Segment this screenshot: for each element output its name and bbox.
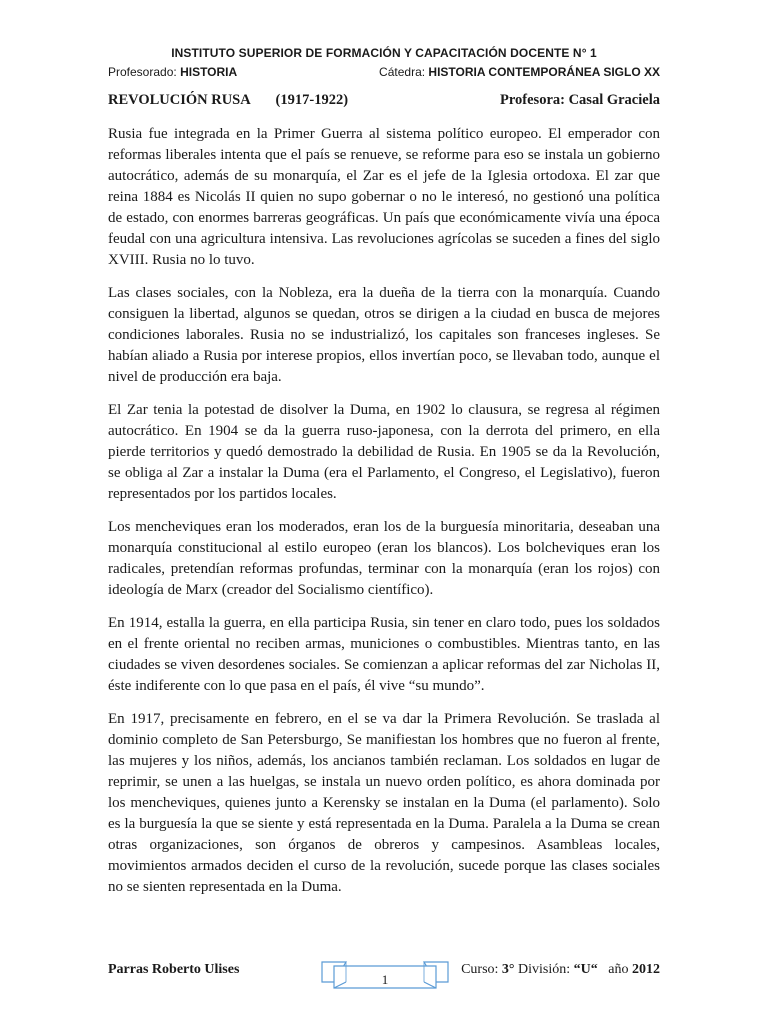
header-row	[108, 65, 660, 79]
profesorado	[108, 65, 237, 79]
curso-value: 3°	[501, 962, 515, 977]
document-title	[108, 92, 348, 109]
teacher-name: Profesora: Casal Graciela	[500, 92, 660, 108]
curso-label: Curso:	[461, 962, 499, 977]
division-label: División:	[518, 962, 571, 977]
footer-course	[461, 962, 660, 978]
paragraph: Los mencheviques eran los moderados, eran los de la burguesía minoritaria, deseaban una monarquía constitucional al estilo europeo (eran los blancos). Los bolcheviques eran los radicales, pretendían reformas profundas, terminar con la monarquía (eran los rojos) con ideología de Marx (creador del Socialismo científico).	[108, 519, 660, 598]
body-text	[108, 124, 660, 910]
catedra-value: HISTORIA CONTEMPORÁNEA SIGLO XX	[428, 65, 660, 79]
paragraph: Las clases sociales, con la Nobleza, era la dueña de la tierra con la monarquía. Cuando consiguen la libertad, algunos se quedan, otros se dirigen a la ciudad en busca de mejores condiciones laborales. Rusia no se industrializó, los capitales son franceses ingleses. Se habían aliado a Rusia por interese propios, ellos invertían poco, se llevaban todo, aunque el nivel de producción era baja.	[108, 285, 660, 385]
year-value: 2012	[632, 962, 660, 977]
paragraph: Rusia fue integrada en la Primer Guerra al sistema político europeo. El emperador con reformas liberales intenta que el país se renueve, se reforme para eso se instala un gobierno autocrático, además de su monarquía, el Zar es el jefe de la Iglesia ortodoxa. El zar que reina 1884 es Nicolás II quien no supo gobernar o no le interesó, no gestionó una política de estado, con enormes barreras geográficas. Un país que económicamente vivía una época feudal con una agricultura intensiva. Las revoluciones agrícolas se suceden a fines del siglo XVIII. Rusia no lo tuvo.	[108, 126, 660, 268]
profesorado-value: HISTORIA	[180, 65, 238, 79]
catedra-label: Cátedra:	[379, 65, 426, 79]
year-label: año	[608, 962, 629, 977]
title-row	[108, 92, 660, 109]
title-main: REVOLUCIÓN RUSA	[108, 92, 250, 108]
catedra	[379, 65, 660, 79]
paragraph: El Zar tenia la potestad de disolver la Duma, en 1902 lo clausura, se regresa al régimen autocrático. En 1904 se da la guerra ruso-japonesa, con la derrota del primero, en ella pierde territorios y quedó demostrado la debilidad de Rusia. En 1905 se da la Revolución, se obliga al Zar a instalar la Duma (era el Parlamento, el Congreso, el Legislativo), fueron representados por los partidos locales.	[108, 402, 660, 502]
title-years: (1917-1922)	[275, 92, 349, 108]
page-number: 1	[381, 972, 389, 987]
division-value: “U“	[573, 962, 598, 977]
paragraph: En 1917, precisamente en febrero, en el se va dar la Primera Revolución. Se traslada al dominio completo de San Petersburgo, Se manifiestan los hombres que no fueron al frente, las mujeres y los niños, además, los ancianos también reclaman. Los soldados en lugar de reprimir, se unen a las huelgas, se instala un nuevo orden político, es ahora dominada por los mencheviques, quienes junto a Kerensky se instalan en la Duma (el parlamento). Solo es la burguesía la que se siente y está representada en la Duma. Paralela a la Duma se crean otras organizaciones, son órganos de obreros y campesinos. Asambleas locales, movimientos armados deciden el curso de la revolución, sucede porque las clases sociales no se sienten representada en la Duma.	[108, 711, 660, 895]
institute-header: INSTITUTO SUPERIOR DE FORMACIÓN Y CAPACITACIÓN DOCENTE N° 1	[171, 46, 597, 60]
paragraph: En 1914, estalla la guerra, en ella participa Rusia, sin tener en claro todo, pues los soldados en el frente oriental no reciben armas, municiones o combustibles. Mientras tanto, en las ciudades se viven desordenes sociales. Se comienzan a aplicar reformas del zar Nicholas II, éste indiferente con lo que pasa en el país, él vive “su mundo”.	[108, 615, 660, 694]
profesorado-label: Profesorado:	[108, 65, 177, 79]
footer-author: Parras Roberto Ulises	[108, 962, 240, 977]
